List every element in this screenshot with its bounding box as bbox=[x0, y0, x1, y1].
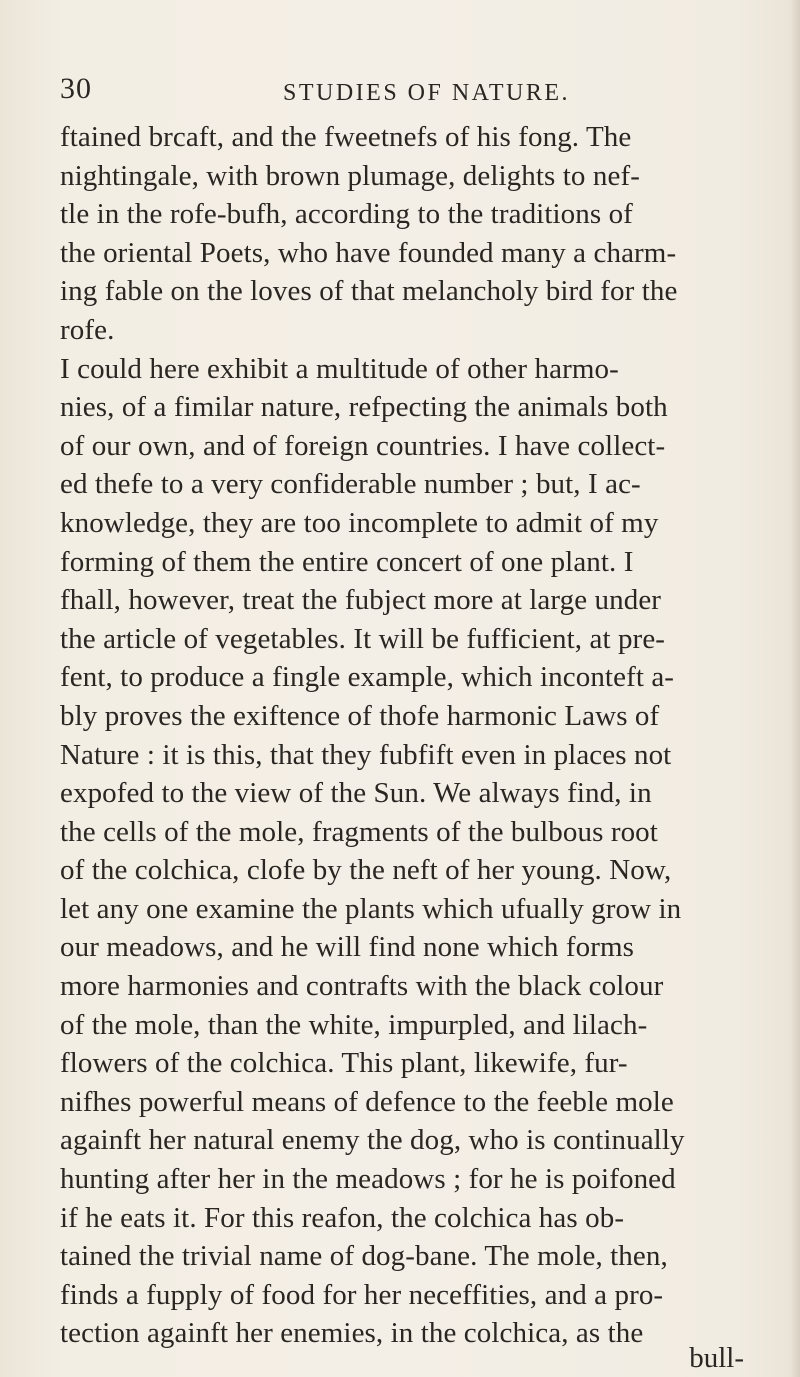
text-line: of our own, and of foreign countries. I have collect- bbox=[60, 429, 666, 462]
text-line: the article of vegetables. It will be fufficient, at pre- bbox=[60, 622, 666, 655]
text-line: flowers of the colchica. This plant, likewife, fur- bbox=[60, 1047, 628, 1080]
text-line: more harmonies and contrafts with the black colour bbox=[60, 970, 664, 1003]
text-line: rofe. bbox=[60, 313, 115, 346]
text-line: the oriental Poets, who have founded many a charm- bbox=[60, 236, 677, 269]
text-line: nightingale, with brown plumage, delights to nef- bbox=[60, 159, 640, 192]
text-line: forming of them the entire concert of one plant. I bbox=[60, 545, 634, 578]
text-line: fent, to produce a fingle example, which inconteft a- bbox=[60, 661, 675, 694]
page-header bbox=[0, 72, 800, 112]
text-line: let any one examine the plants which ufually grow in bbox=[60, 892, 682, 925]
text-line: Nature : it is this, that they fubfift even in places not bbox=[60, 738, 672, 771]
text-line: I could here exhibit a multitude of other harmo- bbox=[60, 352, 619, 385]
text-line: againft her natural enemy the dog, who is continually bbox=[60, 1124, 685, 1157]
text-line: fhall, however, treat the fubject more at large under bbox=[60, 584, 662, 617]
text-line: tained the trivial name of dog-bane. The mole, then, bbox=[60, 1240, 668, 1273]
text-line: ed thefe to a very confiderable number ; but, I ac- bbox=[60, 468, 641, 501]
text-line: our meadows, and he will find none which forms bbox=[60, 931, 635, 964]
catchword: bull- bbox=[689, 1342, 744, 1374]
text-line: knowledge, they are too incomplete to admit of my bbox=[60, 506, 659, 539]
text-line: ing fable on the loves of that melancholy bird for the bbox=[60, 275, 678, 308]
text-line: hunting after her in the meadows ; for he is poifoned bbox=[60, 1163, 676, 1196]
text-line: of the colchica, clofe by the neft of her young. Now, bbox=[60, 854, 672, 887]
text-line: nifhes powerful means of defence to the feeble mole bbox=[60, 1085, 674, 1118]
running-head: STUDIES OF NATURE. bbox=[283, 80, 571, 106]
text-line: the cells of the mole, fragments of the bulbous root bbox=[60, 815, 658, 848]
text-line: ftained brcaft, and the fweetnefs of his fong. The bbox=[60, 121, 632, 153]
body-text bbox=[60, 118, 800, 1353]
page-number: 30 bbox=[60, 72, 92, 105]
page-edge-shadow bbox=[790, 0, 800, 1377]
text-line: nies, of a fimilar nature, refpecting the animals both bbox=[60, 391, 668, 424]
text-line: bly proves the exiftence of thofe harmonic Laws of bbox=[60, 699, 660, 732]
text-line: expofed to the view of the Sun. We always find, in bbox=[60, 777, 652, 810]
text-line: tection againft her enemies, in the colchica, as the bbox=[60, 1317, 644, 1350]
text-line: of the mole, than the white, impurpled, and lilach- bbox=[60, 1008, 648, 1041]
text-line: finds a fupply of food for her neceffities, and a pro- bbox=[60, 1278, 664, 1311]
text-line: if he eats it. For this reafon, the colchica has ob- bbox=[60, 1201, 625, 1234]
text-line: tle in the rofe-bufh, according to the traditions of bbox=[60, 198, 633, 231]
